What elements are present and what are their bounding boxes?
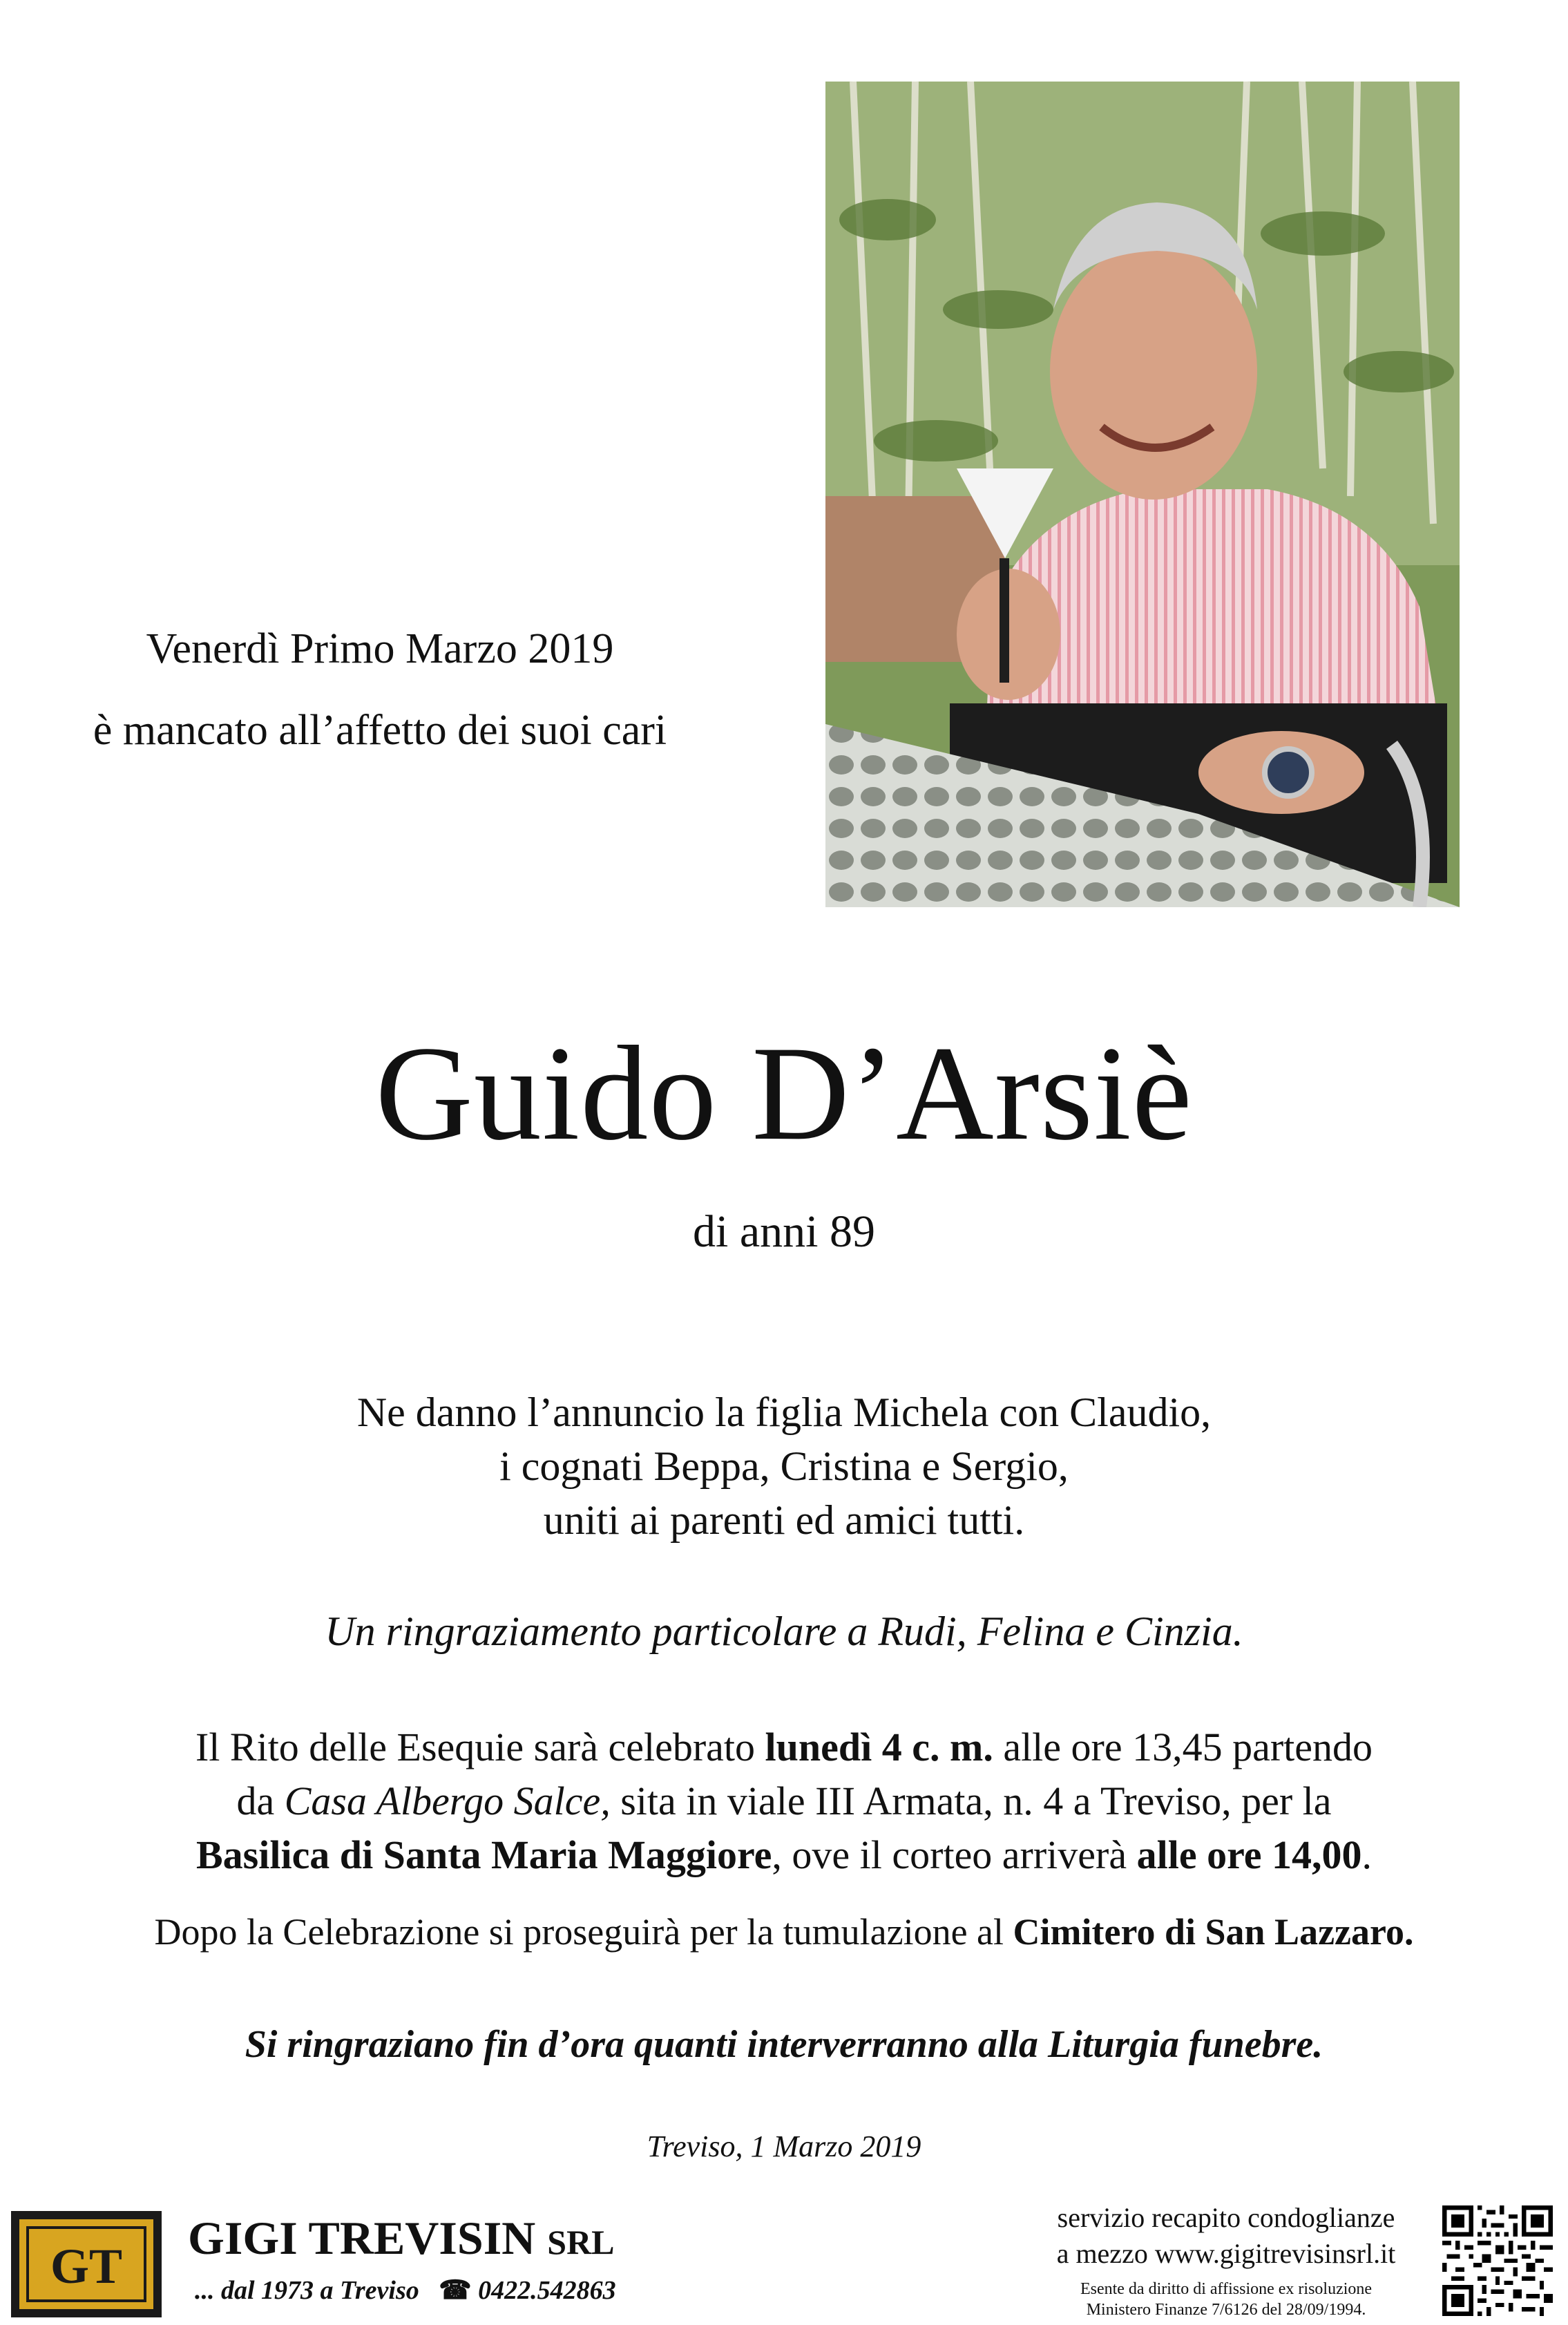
funeral-rite-text [55,1720,1513,1882]
burial-text [55,1905,1513,1959]
closing-thanks: Si ringraziano fin d’ora quanti interverranno alla Liturgia funebre. [245,2023,1323,2066]
announcement-line: i cognati Beppa, Cristina e Sergio, [499,1443,1069,1489]
phone-icon: ☎ [439,2276,472,2305]
rite-text: da [236,1778,285,1823]
rite-text: . [1361,1832,1373,1877]
intro-line: è mancato all’affetto dei suoi cari [93,707,667,754]
company-tagline [195,2275,616,2306]
qr-code[interactable] [1442,2204,1553,2317]
rite-line [55,1720,1513,1774]
logo-letters: GT [50,2239,123,2294]
rite-line [55,1828,1513,1882]
portrait-photo [825,82,1460,907]
rite-church: Basilica di Santa Maria Maggiore [195,1832,772,1877]
service-line: servizio recapito condoglianze [1057,2202,1395,2233]
cemetery-name: Cimitero di San Lazzaro. [1013,1911,1414,1953]
announcement-line: uniti ai parenti ed amici tutti. [543,1497,1025,1543]
company-logo [10,2210,163,2319]
tax-exemption-note [995,2279,1457,2320]
rite-departure: Casa Albergo Salce, [284,1778,611,1823]
rite-text: sita in viale III Armata, n. 4 a Treviso, per la [610,1778,1332,1823]
burial-text-start: Dopo la Celebrazione si proseguirà per la tumulazione al [154,1911,1013,1953]
portrait-illustration [825,82,1460,907]
rite-text: alle ore 13,45 partendo [993,1725,1373,1769]
place-date: Treviso, 1 Marzo 2019 [647,2129,921,2163]
rite-arrival-time: alle ore 14,00 [1136,1832,1362,1877]
service-website[interactable]: a mezzo www.gigitrevisinsrl.it [1056,2238,1396,2269]
tagline-text: ... dal 1973 a Treviso [195,2276,419,2305]
company-name [188,2211,615,2266]
condolence-service [995,2200,1457,2272]
rite-date: lunedì 4 c. m. [765,1725,993,1769]
intro-text [28,608,732,771]
announcement [55,1385,1513,1547]
rite-text: , ove il corteo arriverà [772,1832,1137,1877]
deceased-name: Guido D’Arsiè [375,1018,1193,1168]
company-suffix: SRL [547,2223,615,2261]
rite-line [55,1774,1513,1828]
phone-number: 0422.542863 [478,2276,616,2305]
logo-mark [10,2210,163,2319]
deceased-age: di anni 89 [693,1206,875,1257]
qr-code-pattern [1442,2204,1553,2317]
intro-date: Venerdì Primo Marzo 2019 [146,625,614,672]
announcement-line: Ne danno l’annuncio la figlia Michela con Claudio, [356,1389,1212,1435]
exempt-line: Esente da diritto di affissione ex risoluzione [1080,2280,1373,2298]
special-thanks: Un ringraziamento particolare a Rudi, Felina e Cinzia. [325,1608,1243,1654]
rite-text: Il Rito delle Esequie sarà celebrato [195,1725,765,1769]
company-name-text: GIGI TREVISIN [188,2212,536,2264]
exempt-line: Ministero Finanze 7/6126 del 28/09/1994. [1086,2301,1366,2319]
